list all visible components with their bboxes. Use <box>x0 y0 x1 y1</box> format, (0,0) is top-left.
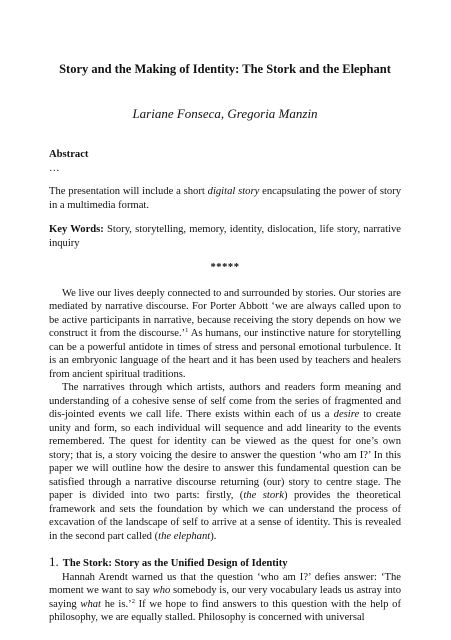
abstract-ellipsis: … <box>49 162 60 174</box>
body-paragraph-3: Hannah Arendt warned us that the question ‘who am I?’ defies answer: ‘The moment we want to say who somebody is, our very vocabulary leads us astray into saying what he is.’$^2$ If we hope to find answers to this question with the help of philosophy, we are equally stalled. Philosophy is concerned with universal <box>49 571 401 623</box>
authors-line: Lariane Fonseca, Gregoria Manzin <box>132 106 318 121</box>
keywords-list: Story, storytelling, memory, identity, dislocation, life story, narrative inquiry <box>49 224 402 249</box>
abstract-text: The presentation will include a short digital story encapsulating the power of story in a multimedia format. <box>49 186 402 211</box>
footnote-ref-2: 2 <box>131 597 135 605</box>
abstract-emphasis: digital story <box>207 186 260 197</box>
body-paragraph-1: We live our lives deeply connected to and surrounded by stories. Our stories are mediated by narrative discourse. For Porter Abbott ‘we are always called upon to be active participants in narrative, because receiving the story depends on how we construct it from the discourse.’$^1$ As humans, our instinctive nature for storytelling can be a powerful antidote in times of stress and personal emotional turbulence. It is an embryonic language of the heart and it has been used by teachers and healers from ancient spiritual traditions. <box>49 287 401 380</box>
section-separator: ***** <box>210 262 240 273</box>
body-paragraph-2: The narratives through which artists, authors and readers form meaning and understanding of a cohesive sense of self come from the series of fragmented and dis-jointed events we call life. There exists within each of us a desire to create unity and form, so each individual will sequence and add linearity to the events remembered. The quest for identity can be viewed as the quest for one’s own story; that is, a story voicing the desire to answer the question ‘who am I?’ In this paper we will outline how the desire to answer this fundamental question can be satisfied through a narrative discourse returning (our) story to centre stage. The paper is divided into two parts: firstly, (the stork) provides the theoretical framework and sets the foundation by which we can understand the process of excavation of the landscape of self to arrive at a sense of identity. This is revealed in the second part called (the elephant). <box>49 382 402 542</box>
footnote-ref-1: 1 <box>185 327 189 334</box>
keywords-label: Key Words: <box>49 224 104 235</box>
section-number: 1. <box>49 554 59 569</box>
paper-title: Story and the Making of Identity: The Stork and the Elephant <box>59 62 391 76</box>
section-heading-1 <box>49 555 401 571</box>
section-title: The Stork: Story as the Unified Design of Identity <box>62 558 288 569</box>
keywords <box>49 223 401 250</box>
abstract-heading: Abstract <box>49 149 89 160</box>
